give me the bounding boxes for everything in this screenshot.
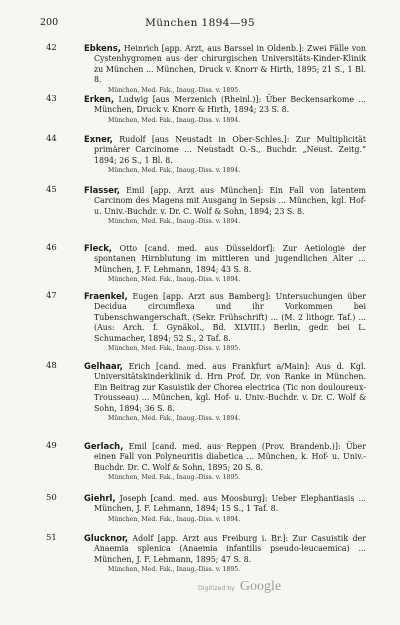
entry-number: 48 [46, 361, 57, 371]
list-item [40, 243, 366, 291]
list-item [40, 361, 366, 441]
entry-text [84, 94, 366, 116]
entry-dissertation-note: München, Med. Fak., Inaug.-Diss. v. 1894. [108, 116, 241, 124]
list-item [40, 291, 366, 361]
entry-text [84, 291, 366, 344]
entry-dissertation-note: München, Med. Fak., Inaug.-Diss. v. 1894. [108, 218, 241, 226]
page-header [40, 17, 360, 31]
author-name: Gelhaar, [84, 361, 123, 371]
author-name: Exner, [84, 134, 113, 144]
entry-dissertation-note: München, Med. Fak., Inaug.-Diss. v. 1894. [108, 276, 241, 284]
entry-dissertation-note: München, Med. Fak., Inaug.-Diss. v. 1895. [108, 474, 241, 482]
list-item [40, 493, 366, 533]
entry-number: 47 [46, 291, 57, 301]
list-item [40, 134, 366, 185]
running-head: München 1894—95 [145, 17, 255, 29]
entry-citation: Erich [cand. med. aus Frankfurt a/Main]: Aus d. Kgl. Universitätskinderklinik d. Hrn Prof. Dr. von Ranke in München. Ein Beitrag zur Kasuistik der Chorea electrica (Tic non douloureux-Trousseau) ... München, kgl. Hof- u. Univ.-Buchdr. v. Dr. C. Wolf & Sohn, 1894; 36 S. 8. [94, 362, 366, 413]
list-item [40, 533, 366, 577]
list-item [40, 43, 366, 94]
entry-text [84, 533, 366, 565]
entry-dissertation-note: München, Med. Fak., Inaug.-Diss. v. 1895. [108, 86, 241, 94]
entry-text [84, 493, 366, 515]
entry-number: 42 [46, 43, 57, 53]
entry-citation: Adolf [app. Arzt aus Freiburg i. Br.]: Zur Casuistik der Anaemia splenica (Anaemia infantilis pseudo-leucaemica) ... München, J. F. Lehmann, 1895; 47 S. 8. [94, 534, 366, 564]
entry-number: 45 [46, 185, 57, 195]
list-item [40, 185, 366, 243]
digitization-watermark [198, 575, 281, 595]
entry-number: 50 [46, 493, 57, 503]
watermark-prefix: Digitized by [198, 585, 235, 592]
author-name: Glucknor, [84, 533, 129, 543]
entry-dissertation-note: München, Med. Fak., Inaug.-Diss. v. 1895. [108, 566, 241, 574]
list-item [40, 441, 366, 493]
entry-text [84, 243, 366, 275]
entry-number: 51 [46, 533, 57, 543]
author-name: Ebkens, [84, 43, 121, 53]
entry-number: 43 [46, 94, 57, 104]
entry-citation: Otto [cand. med. aus Düsseldorf]: Zur Aetiologie der spontanen Hirnblutung im mittleren und jugendlichen Alter ... München, J. F. Lehmann, 1894; 43 S. 8. [94, 244, 366, 274]
google-logo: Google [239, 579, 282, 594]
entry-list [40, 43, 366, 577]
entry-number: 49 [46, 441, 57, 451]
entry-text [84, 361, 366, 414]
entry-citation: Rudolf [aus Neustadt in Ober-Schles.]: Zur Multiplicität primärer Carcinome ... Neustadt O.-S., Buchdr. „Neust. Zeitg.“ 1894; 26 S., 1 Bl. 8. [94, 135, 366, 165]
entry-citation: Emil [app. Arzt aus München]: Ein Fall von latentem Carcinom des Magens mit Ausgang in Sepsis ... München, kgl. Hof- u. Univ.-Buchdr. v. Dr. C. Wolf & Sohn, 1894; 23 S. 8. [94, 186, 366, 216]
entry-text [84, 185, 366, 217]
author-name: Flasser, [84, 185, 120, 195]
author-name: Fraenkel, [84, 291, 128, 301]
entry-citation: Eugen [app. Arzt aus Bamberg]: Untersuchungen über Decidua circumflexa und ihr Vorkommen bei Tubenschwangerschaft. (Sekr. Frühschrift) ... (M. 2 lithogr. Taf.) ... (Aus: Arch. f. Gynäkol., Bd. XLVIII.) Berlin, gedr. bei L. Schumacher, 1894; 52 S., 2 Taf. 8. [94, 292, 366, 343]
entry-text [84, 43, 366, 86]
author-name: Gerlach, [84, 441, 124, 451]
entry-number: 44 [46, 134, 57, 144]
entry-dissertation-note: München, Med. Fak., Inaug.-Diss. v. 1894. [108, 515, 241, 523]
list-item [40, 94, 366, 134]
entry-text [84, 134, 366, 166]
entry-citation: Emil [cand. med. aus Reppen (Prov. Brandenb.)]: Über einen Fall von Polyneuritis diabetica ... München, k. Hof- u. Univ.-Buchdr. Dr. C. Wolf & Sohn, 1895; 20 S. 8. [94, 442, 366, 472]
page-number: 200 [40, 17, 59, 28]
entry-text [84, 441, 366, 473]
entry-dissertation-note: München, Med. Fak., Inaug.-Diss. v. 1895. [108, 345, 241, 353]
author-name: Giehrl, [84, 493, 116, 503]
entry-dissertation-note: München, Med. Fak., Inaug.-Diss. v. 1894. [108, 415, 241, 423]
author-name: Erken, [84, 94, 115, 104]
entry-citation: Joseph [cand. med. aus Moosburg]: Ueber Elephantiasis ... München, J. F. Lehmann, 1894; 15 S., 1 Taf. 8. [94, 494, 366, 514]
entry-number: 46 [46, 243, 57, 253]
entry-citation: Heinrich [app. Arzt, aus Barssel in Oldenb.]: Zwei Fälle von Cystenhygromen aus der chirurgischen Universitäts-Kinder-Klinik zu München ... München, Druck v. Knorr & Hirth, 1895; 21 S., 1 Bl. 8. [94, 44, 366, 85]
entry-citation: Ludwig [aus Merzenich (Rheinl.)]: Über Beckensarkome ... München, Druck v. Knorr & Hirth, 1894; 23 S. 8. [94, 95, 366, 115]
author-name: Fleck, [84, 243, 112, 253]
entry-dissertation-note: München, Med. Fak., Inaug.-Diss. v. 1894. [108, 167, 241, 175]
